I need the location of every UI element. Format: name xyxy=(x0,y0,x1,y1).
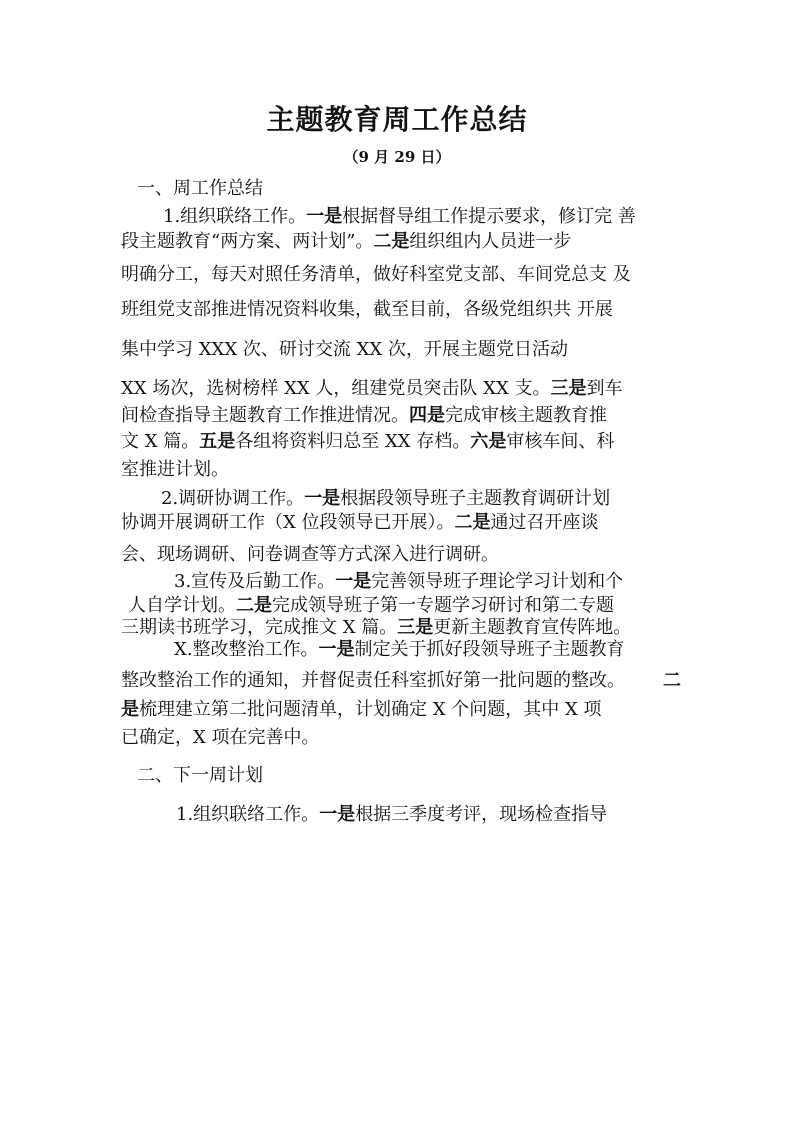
paragraph-line: 间检查指导主题教育工作推进情况。四是完成审核主题教育推 xyxy=(121,405,607,426)
paragraph-line: 已确定，X 项在完善中。 xyxy=(121,727,320,748)
paragraph-line: 班组党支部推进情况资料收集，截至目前，各级党组织共 开展 xyxy=(121,299,613,320)
paragraph-line: 1.组织联络工作。一是根据督导组工作提示要求，修订完 善 xyxy=(163,206,636,227)
section-heading-next-week-plan: 二、下一周计划 xyxy=(137,765,263,786)
paragraph-line: 1.组织联络工作。一是根据三季度考评，现场检查指导 xyxy=(176,804,608,825)
paragraph-line: 文 X 篇。五是各组将资料归总至 XX 存档。六是审核车间、科 xyxy=(121,431,615,452)
paragraph-line: 人自学计划。二是完成领导班子第一专题学习研讨和第二专题 xyxy=(128,595,614,616)
document-title: 主题教育周工作总结 xyxy=(266,103,528,136)
paragraph-line: X.整改整治工作。一是制定关于抓好段领导班子主题教育 xyxy=(174,639,625,660)
paragraph-line: XX 场次，选树榜样 XX 人，组建党员突击队 XX 支。三是到车 xyxy=(121,378,623,399)
paragraph-line: 整改整治工作的通知，并督促责任科室抓好第一批问题的整改。 二 xyxy=(121,670,681,691)
paragraph-line: 室推进计划。 xyxy=(121,459,229,480)
paragraph-line: 3.宣传及后勤工作。一是完善领导班子理论学习计划和个 xyxy=(174,571,624,592)
paragraph-line: 三期读书班学习，完成推文 X 篇。三是更新主题教育宣传阵地。 xyxy=(121,617,632,638)
paragraph-line: 协调开展调研工作（X 位段领导已开展）。二是通过召开座谈 xyxy=(121,512,599,533)
paragraph-line: 明确分工，每天对照任务清单，做好科室党支部、车间党总支 及 xyxy=(121,264,631,285)
paragraph-line: 段主题教育“两方案、两计划”。二是组织组内人员进一步 xyxy=(121,231,572,252)
document-date: （9 月 29 日） xyxy=(343,148,451,166)
paragraph-line: 会、现场调研、问卷调查等方式深入进行调研。 xyxy=(121,544,499,565)
section-heading-weekly-summary: 一、周工作总结 xyxy=(137,178,263,199)
paragraph-line: 2.调研协调工作。一是根据段领导班子主题教育调研计划 xyxy=(161,488,611,509)
paragraph-line: 集中学习 XXX 次、研讨交流 XX 次，开展主题党日活动 xyxy=(121,339,568,360)
paragraph-line: 是梳理建立第二批问题清单，计划确定 X 个问题，其中 X 项 xyxy=(121,699,602,720)
